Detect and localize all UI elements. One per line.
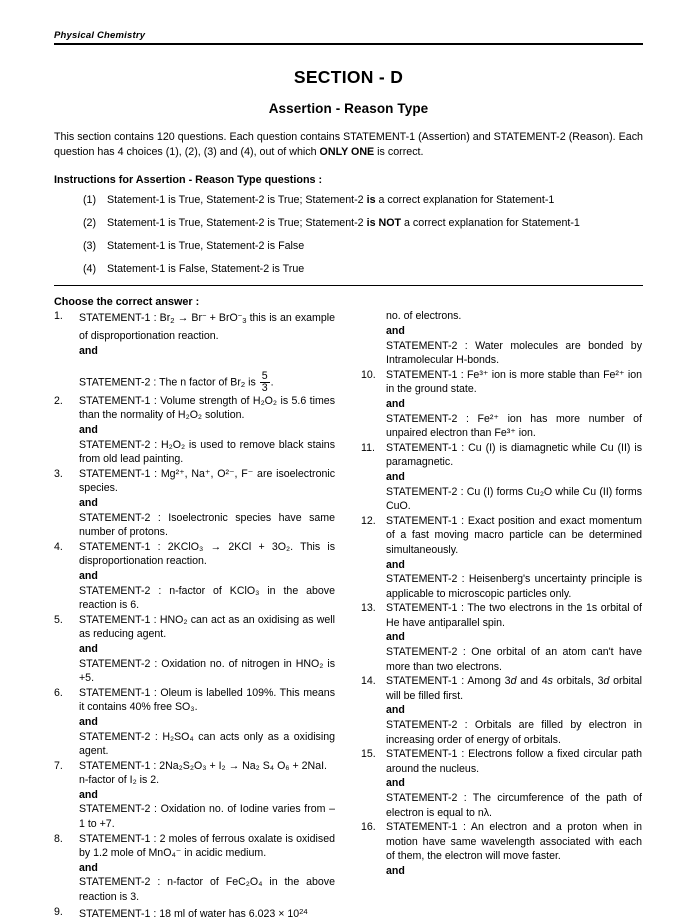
question-number: 16. xyxy=(361,821,376,834)
and-connector: and xyxy=(386,397,405,410)
statement-2-label: STATEMENT-2 : xyxy=(79,376,160,389)
choose-answer-label: Choose the correct answer : xyxy=(54,296,200,309)
question-11 xyxy=(361,441,642,514)
header-rule xyxy=(54,43,643,45)
orbital-s-italic: s xyxy=(547,675,553,688)
statement-1: STATEMENT-1 : Fe³⁺ ion is more stable than Fe²⁺ ion in the ground state. xyxy=(386,368,642,396)
question-10 xyxy=(361,368,642,441)
s1-frag-d: this is an example of disproportionation reaction. xyxy=(79,312,335,343)
question-number: 1. xyxy=(54,310,63,323)
question-7 xyxy=(54,759,335,832)
statement-2: STATEMENT-2 : Orbitals are filled by electron in increasing order of energy of orbitals. xyxy=(386,719,642,746)
statement-2: STATEMENT-2 : Isoelectronic species have same number of protons. xyxy=(79,511,335,539)
statement-2: STATEMENT-2 : H₂SO₄ can acts only as a oxidising agent. xyxy=(79,730,335,758)
intro-emphasis: ONLY ONE xyxy=(319,146,375,159)
option-text-pre: Statement-1 is True, Statement-2 is True; Statement-2 xyxy=(107,194,367,207)
statement-1 xyxy=(386,674,642,703)
option-text-post: a correct explanation for Statement-1 xyxy=(375,194,555,207)
question-body xyxy=(386,601,642,674)
question-body xyxy=(79,394,335,467)
statement-1: STATEMENT-1 : Exact position and exact momentum of a fast moving macro particle can be determined simultaneously. xyxy=(386,514,642,556)
statement-1: STATEMENT-1 : HNO₂ can act as an oxidising as well as reducing agent. xyxy=(79,613,335,641)
section-intro xyxy=(54,130,643,160)
s1-frag-c: orbitals, 3 xyxy=(552,675,604,688)
section-subtitle: Assertion - Reason Type xyxy=(268,101,429,116)
statement-1: STATEMENT-1 : Oleum is labelled 109%. This means it contains 40% free SO₃. xyxy=(79,686,335,714)
intro-text-a: This section contains 120 questions. Each question contains STATEMENT-1 (Assertion) and STATEMENT-2 (Reason). Each question has 4 choices (1), (2), (3) and (4), out of which xyxy=(54,131,643,159)
question-number: 14. xyxy=(361,675,376,688)
question-body xyxy=(386,514,642,602)
left-column xyxy=(54,309,335,921)
question-number-placeholder xyxy=(361,309,386,367)
and-connector: and xyxy=(386,631,405,644)
statement-1: STATEMENT-1 : Electrons follow a fixed circular path around the nucleus. xyxy=(386,748,642,775)
instruction-option xyxy=(54,239,643,254)
question-3 xyxy=(54,467,335,540)
question-number: 8. xyxy=(54,832,63,845)
statement-1: STATEMENT-1 : Mg²⁺, Na⁺, O²⁻, F⁻ are isoelectronic species. xyxy=(79,467,335,495)
instruction-option xyxy=(54,216,643,231)
page-content xyxy=(54,30,643,921)
question-body xyxy=(79,540,335,613)
fraction-numerator: 5 xyxy=(261,370,268,383)
question-number: 2. xyxy=(54,394,63,407)
fraction-spacer xyxy=(79,358,335,371)
s1-frag-b: → Br xyxy=(174,312,202,325)
question-14 xyxy=(361,674,642,747)
statement-1: STATEMENT-1 : 2 moles of ferrous oxalate is oxidised by 1.2 mole of MnO₄⁻ in acidic medium. xyxy=(79,832,335,860)
question-number: 11. xyxy=(361,441,375,454)
question-body xyxy=(386,820,642,878)
question-number: 3. xyxy=(54,467,63,480)
statement-1: STATEMENT-1 : The two electrons in the 1s orbital of He have antiparallel spin. xyxy=(386,602,642,629)
option-text-bold: is xyxy=(366,194,376,207)
question-number: 6. xyxy=(54,686,63,699)
question-number: 5. xyxy=(54,613,63,626)
question-number: 4. xyxy=(54,540,63,553)
question-16 xyxy=(361,820,642,878)
statement-1: STATEMENT-1 : Volume strength of H₂O₂ is 5.6 times than the normality of H₂O₂ solution. xyxy=(79,394,335,422)
question-13 xyxy=(361,601,642,674)
statement-1: STATEMENT-1 : 2Na₂S₂O₃ + I₂ → Na₂ S₄ O₆ + 2NaI. n-factor of I₂ is 2. xyxy=(79,759,327,787)
option-number: (3) xyxy=(83,240,97,253)
s1-frag-c: + BrO xyxy=(206,312,238,325)
question-number: 13. xyxy=(361,602,376,615)
statement-1: STATEMENT-1 : Cu (I) is diamagnetic while Cu (II) is paramagnetic. xyxy=(386,441,642,469)
right-column xyxy=(361,309,642,921)
and-connector: and xyxy=(386,864,405,877)
running-head: Physical Chemistry xyxy=(54,30,146,41)
statement-2: STATEMENT-2 : n-factor of FeC₂O₄ in the above reaction is 3. xyxy=(79,876,335,904)
question-body xyxy=(386,368,642,441)
instructions-rule xyxy=(54,285,643,286)
question-number: 7. xyxy=(54,759,63,772)
orbital-d-italic: d xyxy=(510,675,517,688)
option-text: Statement-1 is True, Statement-2 is False xyxy=(107,240,305,253)
and-connector: and xyxy=(79,715,98,728)
statement-2: STATEMENT-2 : H₂O₂ is used to remove black stains from old lead painting. xyxy=(79,438,335,466)
question-12 xyxy=(361,514,642,602)
statement-1-label: STATEMENT-1 : xyxy=(79,312,160,325)
and-connector: and xyxy=(79,424,98,437)
question-body xyxy=(79,905,335,921)
s1-frag-b: and 4 xyxy=(516,675,548,688)
s1-sup-b: − xyxy=(201,311,207,321)
option-text xyxy=(107,216,643,231)
question-body xyxy=(79,759,335,832)
s1-sub-c: 3 xyxy=(242,316,247,326)
statement-1: STATEMENT-1 : An electron and a proton when in motion have same wavelength associated with each of them, the electron will move faster. xyxy=(386,821,642,863)
question-15 xyxy=(361,747,642,820)
and-connector: and xyxy=(79,642,98,655)
s2-sub-a: 2 xyxy=(240,380,246,390)
option-text-bold: is NOT xyxy=(366,217,402,230)
s1-exponent: 24 xyxy=(299,906,308,916)
and-connector: and xyxy=(386,325,405,337)
option-text-pre: Statement-1 is True, Statement-2 is True; Statement-2 xyxy=(107,217,367,230)
question-2 xyxy=(54,394,335,467)
instruction-option xyxy=(54,193,643,208)
s1-frag-a: STATEMENT-1 : 18 ml of water has 6.023 × 10 xyxy=(79,907,300,920)
s1-frag-a: STATEMENT-1 : Among 3 xyxy=(386,675,511,688)
question-1 xyxy=(54,309,335,393)
statement-2: STATEMENT-2 : Oxidation no. of nitrogen in HNO₂ is +5. xyxy=(79,657,335,685)
statement-2: STATEMENT-2 : Fe²⁺ ion has more number of unpaired electron than Fe³⁺ ion. xyxy=(386,412,642,440)
option-number: (4) xyxy=(83,263,97,276)
section-title: SECTION - D xyxy=(293,67,404,87)
question-columns xyxy=(54,309,643,921)
question-8 xyxy=(54,832,335,905)
question-number: 10. xyxy=(361,368,376,381)
instruction-option xyxy=(54,262,643,277)
s1-sup-c: − xyxy=(237,311,243,321)
option-number: (2) xyxy=(83,217,97,230)
and-connector: and xyxy=(79,344,98,357)
question-6 xyxy=(54,686,335,759)
and-connector: and xyxy=(386,704,405,717)
question-5 xyxy=(54,613,335,686)
question-body xyxy=(79,613,335,686)
fraction-five-thirds xyxy=(260,371,270,394)
statement-2: STATEMENT-2 : Heisenberg's uncertainty principle is applicable to microscopic particles only. xyxy=(386,573,642,600)
statement-2: STATEMENT-2 : Cu (I) forms Cu₂O while Cu (II) forms CuO. xyxy=(386,485,642,513)
s2-frag-a: The n factor of Br xyxy=(159,376,241,389)
question-9 xyxy=(54,905,335,921)
statement-2: STATEMENT-2 : Water molecules are bonded by Intramolecular H-bonds. xyxy=(386,339,642,367)
statement-1 xyxy=(79,309,335,343)
orbital-d-italic-2: d xyxy=(603,675,610,688)
statement-2: STATEMENT-2 : One orbital of an atom can't have more than two electrons. xyxy=(386,646,642,673)
question-body xyxy=(79,309,335,393)
and-connector: and xyxy=(386,558,405,571)
question-body xyxy=(386,309,642,367)
question-number: 9. xyxy=(54,905,63,918)
statement-2: STATEMENT-2 : The circumference of the path of electron is equal to nλ. xyxy=(386,792,642,819)
option-text: Statement-1 is False, Statement-2 is True xyxy=(107,263,305,276)
question-body xyxy=(79,686,335,759)
option-text xyxy=(107,193,643,208)
instructions-title: Instructions for Assertion - Reason Type questions : xyxy=(54,174,323,187)
s1-frag-a: Br xyxy=(159,312,171,325)
question-9-continued xyxy=(361,309,642,367)
question-body xyxy=(386,747,642,820)
and-connector: and xyxy=(386,777,405,790)
statement-2 xyxy=(79,371,335,394)
question-body xyxy=(79,467,335,540)
s2-frag-b: is xyxy=(245,376,259,389)
question-body xyxy=(386,441,642,514)
instruction-options xyxy=(54,193,643,277)
and-connector: and xyxy=(79,569,98,582)
s1-sub-a: 2 xyxy=(170,316,175,326)
intro-text-b: is correct. xyxy=(374,146,424,159)
statement-2: STATEMENT-2 : n-factor of KClO₃ in the above reaction is 6. xyxy=(79,584,335,612)
fraction-denominator: 3 xyxy=(261,382,268,395)
and-connector: and xyxy=(79,497,98,510)
and-connector: and xyxy=(386,470,405,483)
s1-frag-d: orbital will be filled first. xyxy=(386,675,643,702)
statement-1 xyxy=(79,905,335,921)
s2-frag-c: . xyxy=(270,376,274,389)
question-number: 12. xyxy=(361,514,376,527)
statement-1-continued: no. of electrons. xyxy=(386,310,462,323)
question-body xyxy=(386,674,642,747)
statement-2: STATEMENT-2 : Oxidation no. of Iodine varies from –1 to +7. xyxy=(79,803,335,831)
question-body xyxy=(79,832,335,905)
and-connector: and xyxy=(79,861,98,874)
and-connector: and xyxy=(79,788,98,801)
question-number: 15. xyxy=(361,748,376,761)
option-number: (1) xyxy=(83,194,97,207)
statement-1: STATEMENT-1 : 2KClO₃ → 2KCl + 3O₂. This is disproportionation reaction. xyxy=(79,540,335,568)
question-4 xyxy=(54,540,335,613)
option-text-post: a correct explanation for Statement-1 xyxy=(401,217,580,230)
